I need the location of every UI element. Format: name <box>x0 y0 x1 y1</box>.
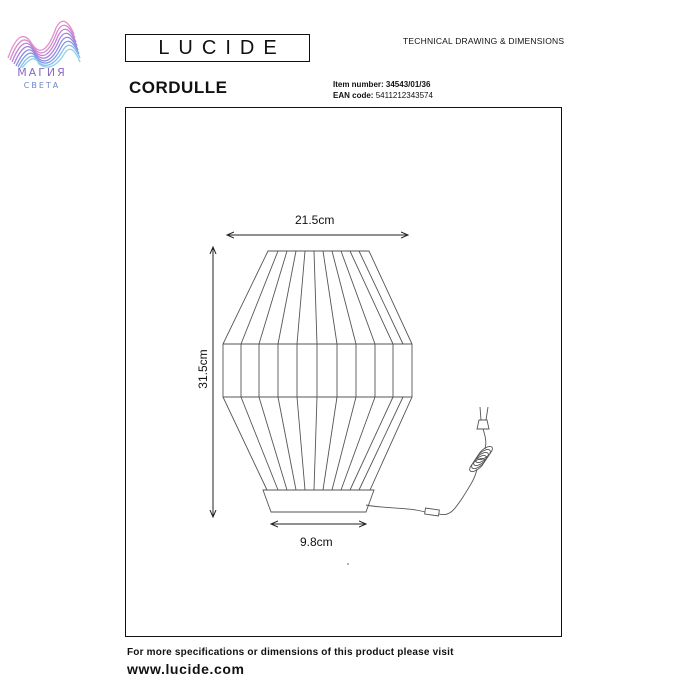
item-number-line <box>333 80 430 89</box>
footer-note: For more specifications or dimensions of this product please visit <box>127 647 454 658</box>
small-dot <box>347 563 349 565</box>
power-cable <box>366 407 494 516</box>
item-number-value: 34543/01/36 <box>385 80 431 89</box>
height-dimension-label: 31.5cm <box>196 349 210 389</box>
width-dimension-label: 21.5cm <box>295 213 335 227</box>
lamp-technical-drawing <box>125 107 562 637</box>
ean-line <box>333 91 433 100</box>
lamp-base <box>263 490 374 512</box>
watermark-subtitle: СВЕТА <box>23 81 61 90</box>
item-number-label: Item number: <box>333 80 384 89</box>
brand-logo: LUCIDE <box>125 34 310 62</box>
watermark-name: МАГИЯ <box>17 66 67 79</box>
website-link[interactable]: www.lucide.com <box>127 661 245 677</box>
product-name: CORDULLE <box>129 78 228 97</box>
base-dimension-label: 9.8cm <box>300 535 333 549</box>
lamp-shade <box>223 251 412 490</box>
document-type: TECHNICAL DRAWING & DIMENSIONS <box>403 36 565 46</box>
ean-value: 5411212343574 <box>375 91 433 100</box>
ean-label: EAN code: <box>333 91 374 100</box>
